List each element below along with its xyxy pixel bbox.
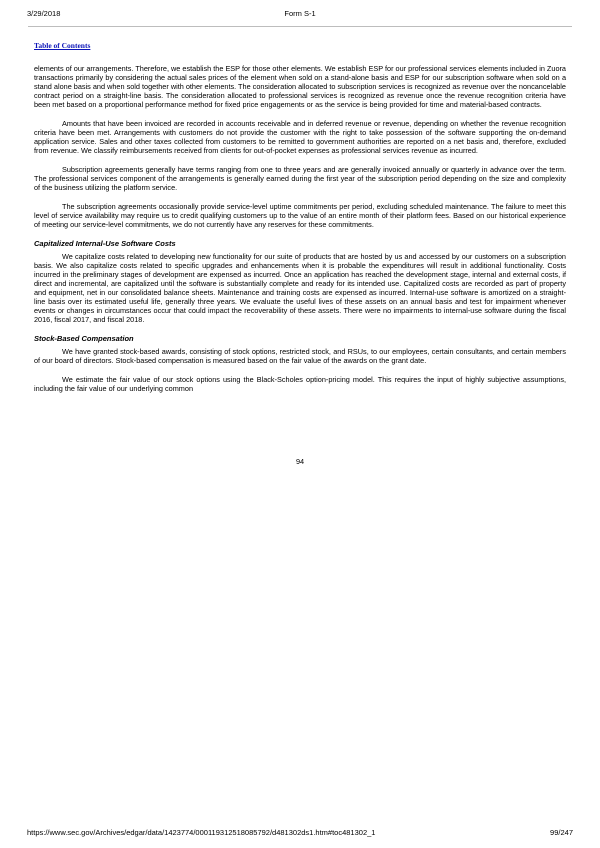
paragraph-invoiced: Amounts that have been invoiced are recorded in accounts receivable and in deferred revenue or revenue, depending on whether the revenue recognition criteria have been met. Arrangements with customers do not provide the customer with the right to take possession of the software supporting the on-demand application service. Sales and other taxes collected from customers to be remitted to government authorities are reported on a net basis and, therefore, excluded from revenue. We classify reimbursements received from clients for out-of-pocket expenses as professional services revenue as incurred. (34, 119, 566, 155)
page-number: 94 (295, 457, 305, 466)
paragraph-service-level: The subscription agreements occasionally provide service-level uptime commitments per period, excluding scheduled maintenance. The failure to meet this level of service availability may require us to credit qualifying customers up to the value of an entire month of their platform fees. Based on our historical experience of meeting our service-level commitments, we do not currently have any reserves for these commitments. (34, 202, 566, 229)
header-title: Form S-1 (284, 9, 316, 18)
header-date: 3/29/2018 (27, 9, 61, 18)
paragraph-capitalized-software: We capitalize costs related to developing new functionality for our suite of products that are hosted by us and accessed by our customers on a subscription basis. We also capitalize costs related to specific upgrades and enhancements when it is probable the expenditures will result in additional functionality. Costs incurred in the preliminary stages of development are expensed as incurred. Once an application has reached the development stage, internal and external costs, if direct and incremental, are capitalized until the software is substantially complete and ready for its intended use. Capitalized costs are recorded as part of property and equipment, net in our consolidated balance sheets. Maintenance and training costs are expensed as incurred. Internal-use software is amortized on a straight-line basis over its estimated useful life, generally three years. We evaluate the useful lives of these assets on an annual basis and test for impairment whenever events or changes in circumstances occur that could impact the recoverability of these assets. There were no impairments to internal-use software during the fiscal 2016, fiscal 2017, and fiscal 2018. (34, 252, 566, 324)
heading-capitalized-software: Capitalized Internal-Use Software Costs (34, 239, 176, 248)
footer-page-count: 99/247 (550, 828, 573, 837)
footer-url: https://www.sec.gov/Archives/edgar/data/1423774/000119312518085792/d481302ds1.htm#toc481302_1 (27, 828, 376, 837)
table-of-contents-link[interactable]: Table of Contents (34, 41, 91, 50)
document-body (34, 64, 566, 399)
heading-stock-based-compensation: Stock-Based Compensation (34, 334, 134, 343)
paragraph-stock-awards: We have granted stock-based awards, consisting of stock options, restricted stock, and RSUs, to our employees, certain consultants, and certain members of our board of directors. Stock-based compensation is measured based on the fair value of the awards on the grant date. (34, 347, 566, 365)
paragraph-black-scholes: We estimate the fair value of our stock options using the Black-Scholes option-pricing model. This requires the input of highly subjective assumptions, including the fair value of our underlying common (34, 375, 566, 393)
header-divider (28, 26, 572, 27)
paragraph-subscription-terms: Subscription agreements generally have terms ranging from one to three years and are generally invoiced annually or quarterly in advance over the term. The professional services component of the arrangements is generally earned during the first year of the subscription period depending on the size and complexity of the business utilizing the platform service. (34, 165, 566, 192)
paragraph-esp: elements of our arrangements. Therefore, we establish the ESP for those other elements. We establish ESP for our professional services elements included in Zuora transactions primarily by considering the actual sales prices of the element when sold on a stand-alone basis and ESP for our subscription software when sold on a stand alone basis and when sold together with other elements. The consideration allocated to subscription services is recognized as revenue over the noncancelable contract period on a straight-line basis. The consideration allocated to professional services is recognized as revenue once the revenue recognition criteria have been met based on a proportional performance method for fixed price engagements or as the service is being provided for time and material-based contracts. (34, 64, 566, 109)
